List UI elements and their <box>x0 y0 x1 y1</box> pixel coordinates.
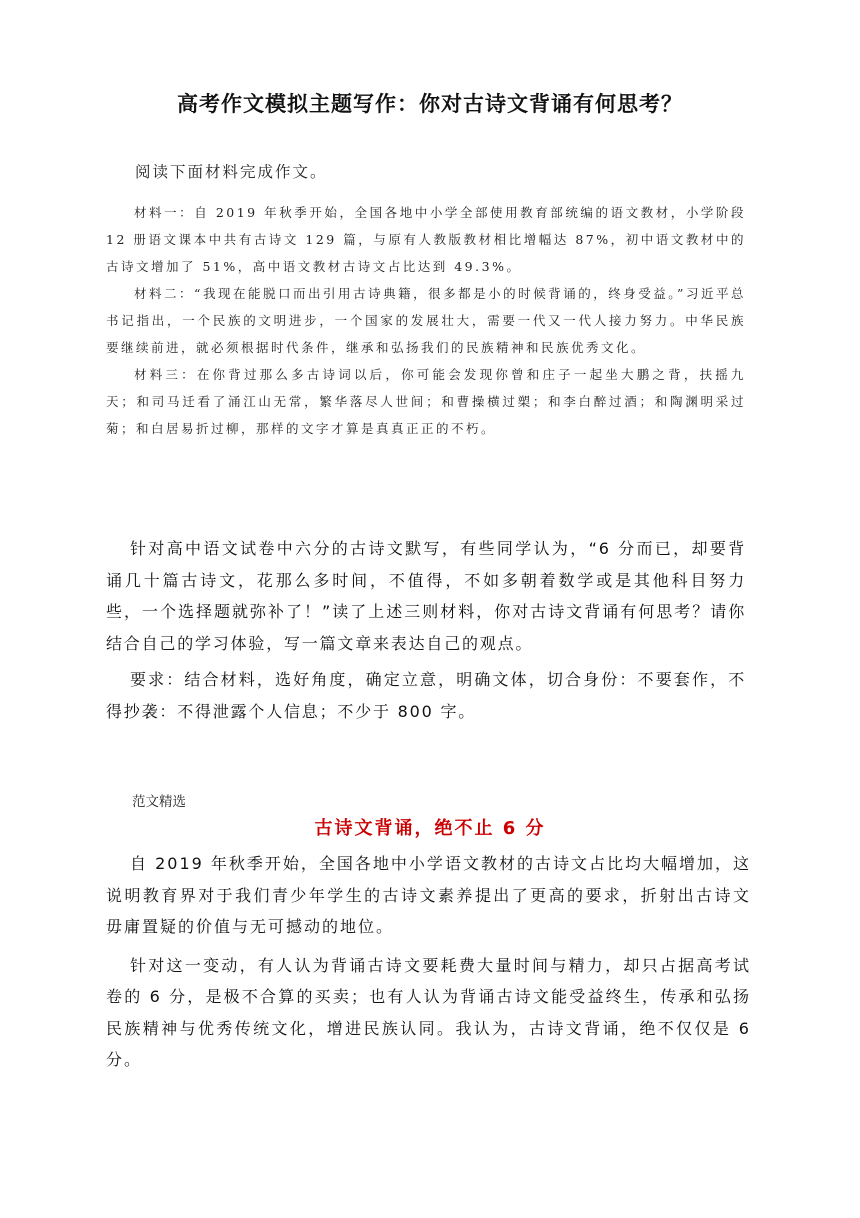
instruction-text: 阅读下面材料完成作文。 <box>135 163 328 181</box>
requirements-text: 要求：结合材料，选好角度，确定立意，明确文体，切合身份：不要套作，不得抄袭：不得泄露个人信息；不少于 800 字。 <box>106 670 746 721</box>
material-one: 材料一：自 2019 年秋季开始，全国各地中小学全部使用教育部统编的语文教材，小学阶段 12 册语文课本中共有古诗文 129 篇，与原有人教版教材相比增幅达 87%，初中语文教材中的古诗文增加了 51%，高中语文教材古诗文占比达到 49.3%。 <box>106 205 746 274</box>
essay-title: 古诗文背诵，绝不止 6 分 <box>314 818 546 839</box>
material-three: 材料三：在你背过那么多古诗词以后，你可能会发现你曾和庄子一起坐大鹏之背，扶摇九天；和司马迁看了涌江山无常，繁华落尽人世间；和曹操横过槊；和李白醉过酒；和陶渊明采过菊；和白居易折过柳，那样的文字才算是真真正正的不朽。 <box>106 367 746 436</box>
essay-paragraph: 自 2019 年秋季开始，全国各地中小学语文教材的古诗文占比均大幅增加，这说明教育界对于我们青少年学生的古诗文素养提出了更高的要求，折射出古诗文毋庸置疑的价值与无可撼动的地位。 <box>106 854 751 936</box>
task-section <box>106 533 746 727</box>
essay-body <box>106 848 751 1083</box>
sample-essay-label: 范文精选 <box>132 794 186 810</box>
task-prompt: 针对高中语文试卷中六分的古诗文默写，有些同学认为，“6 分而已，却要背诵几十篇古诗文，花那么多时间，不值得，不如多朝着数学或是其他科目努力些，一个选择题就弥补了！”读了上述三则材料，你对古诗文背诵有何思考？请你结合自己的学习体验，写一篇文章来表达自己的观点。 <box>106 539 746 653</box>
material-two: 材料二：“我现在能脱口而出引用古诗典籍，很多都是小的时候背诵的，终身受益。”习近平总书记指出，一个民族的文明进步，一个国家的发展壮大，需要一代又一代人接力努力。中华民族要继续前进，就必须根据时代条件，继承和弘扬我们的民族精神和民族优秀文化。 <box>106 286 746 355</box>
document-title: 高考作文模拟主题写作：你对古诗文背诵有何思考？ <box>177 92 683 116</box>
materials-section <box>106 199 746 442</box>
essay-paragraph: 针对这一变动，有人认为背诵古诗文要耗费大量时间与精力，却只占据高考试卷的 6 分，是极不合算的买卖；也有人认为背诵古诗文能受益终生，传承和弘扬民族精神与优秀传统文化，增进民族认同。我认为，古诗文背诵，绝不仅仅是 6 分。 <box>106 955 751 1069</box>
